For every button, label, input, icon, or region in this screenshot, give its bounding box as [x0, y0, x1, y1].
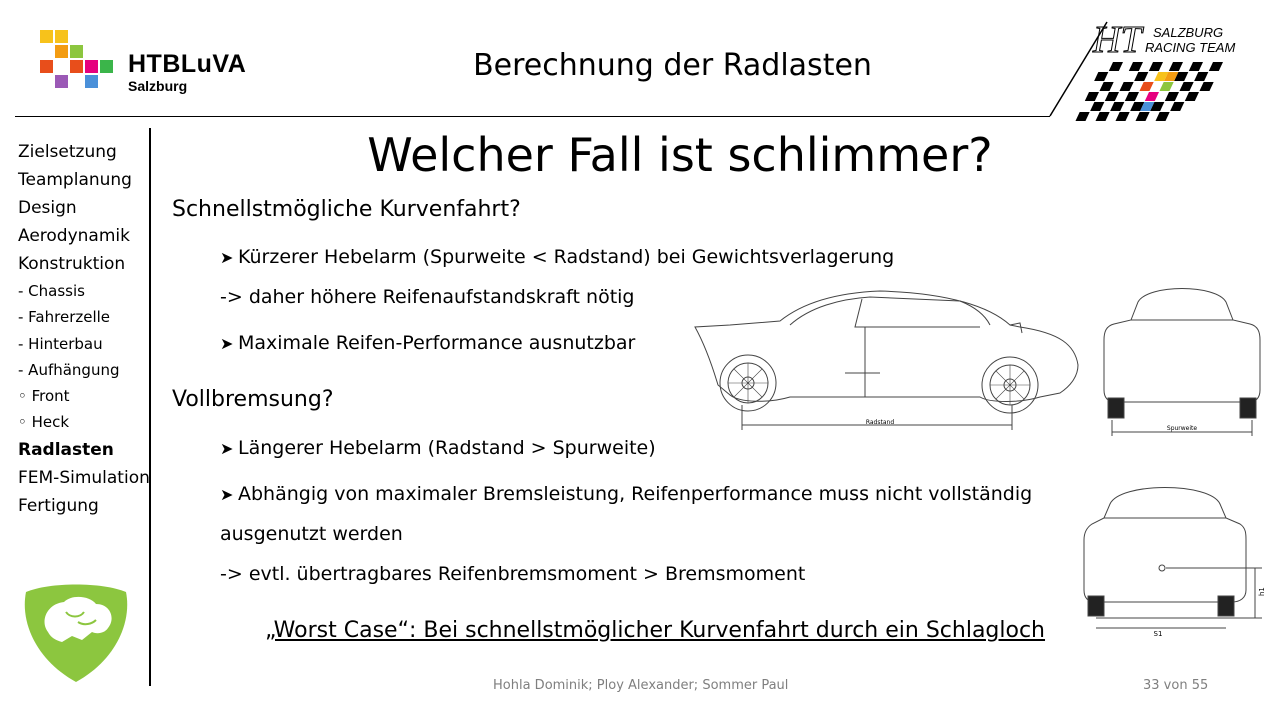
worst-case-statement: „Worst Case“: Bei schnellstmöglicher Kurvenfahrt durch ein Schlagloch — [265, 618, 1046, 643]
bullet-text: Kürzerer Hebelarm (Spurweite < Radstand) bei Gewichtsverlagerung — [238, 246, 895, 268]
sidebar-item-teamplanung[interactable]: Teamplanung — [18, 170, 132, 190]
bullet-item — [220, 483, 1032, 505]
section-heading-kurvenfahrt: Schnellstmögliche Kurvenfahrt? — [172, 197, 521, 222]
sidebar-item-hinterbau[interactable]: - Hinterbau — [18, 334, 103, 353]
footer-authors: Hohla Dominik; Ploy Alexander; Sommer Paul — [493, 678, 789, 693]
school-city: Salzburg — [128, 78, 188, 94]
sidebar-item-radlasten[interactable]: Radlasten — [18, 439, 114, 460]
bullet-continuation: ausgenutzt werden — [220, 523, 403, 545]
sidebar-item-chassis[interactable]: - Chassis — [18, 282, 85, 300]
sidebar-item-aerodynamik[interactable]: Aerodynamik — [18, 226, 130, 246]
bullet-text: Maximale Reifen-Performance ausnutzbar — [238, 332, 636, 354]
bullet-item — [220, 246, 894, 268]
arrow-bullet-icon: ➤ — [220, 248, 234, 267]
racing-team-logo — [1045, 20, 1265, 122]
h1-label: h1 — [1258, 587, 1266, 596]
header-title: Berechnung der Radlasten — [473, 48, 872, 83]
team-logo-text-1: SALZBURG — [1153, 25, 1224, 40]
car-side-view-drawing — [690, 285, 1082, 433]
team-shield-logo — [20, 582, 132, 684]
spurweite-label: Spurweite — [1166, 425, 1198, 432]
htbluva-logo — [38, 30, 278, 98]
car-front-view-drawing — [1098, 280, 1266, 438]
sidebar-item-front[interactable]: ◦ Front — [18, 387, 70, 406]
sidebar-item-heck[interactable]: ◦ Heck — [18, 413, 70, 432]
section-heading-vollbremsung: Vollbremsung? — [172, 387, 334, 412]
arrow-bullet-icon: ➤ — [220, 485, 234, 504]
sidebar-item-zielsetzung[interactable]: Zielsetzung — [18, 142, 117, 162]
car-rear-view-drawing — [1080, 478, 1270, 640]
bullet-continuation: -> evtl. übertragbares Reifenbremsmoment > Bremsmoment — [220, 563, 806, 585]
svg-text:HT: HT — [1093, 20, 1142, 61]
radstand-label: Radstand — [865, 419, 895, 426]
htbluva-squares-icon — [38, 30, 128, 98]
team-logo-text-2: RACING TEAM — [1145, 40, 1236, 55]
slide-title: Welcher Fall ist schlimmer? — [367, 128, 993, 182]
bullet-text: Abhängig von maximaler Bremsleistung, Reifenperformance muss nicht vollständig — [238, 483, 1033, 505]
bullet-item — [220, 332, 635, 354]
header-rule — [15, 116, 1050, 117]
bullet-text: Längerer Hebelarm (Radstand > Spurweite) — [238, 437, 656, 459]
sidebar-item-design[interactable]: Design — [18, 198, 77, 218]
bullet-item — [220, 437, 656, 459]
arrow-bullet-icon: ➤ — [220, 439, 234, 458]
sidebar-item-fem-simulation[interactable]: FEM-Simulation — [18, 467, 150, 488]
footer-page-number: 33 von 55 — [1143, 678, 1209, 693]
sidebar-item-konstruktion[interactable]: Konstruktion — [18, 254, 126, 274]
bullet-continuation: -> daher höhere Reifenaufstandskraft nötig — [220, 286, 635, 308]
school-name: HTBLuVA — [128, 50, 247, 78]
sidebar-item-fertigung[interactable]: Fertigung — [18, 495, 99, 516]
s1-label: S1 — [1153, 630, 1163, 638]
sidebar-nav — [18, 138, 152, 520]
arrow-bullet-icon: ➤ — [220, 334, 234, 353]
sidebar-item-aufhaengung[interactable]: - Aufhängung — [18, 360, 120, 379]
sidebar-item-fahrerzelle[interactable]: - Fahrerzelle — [18, 308, 111, 327]
